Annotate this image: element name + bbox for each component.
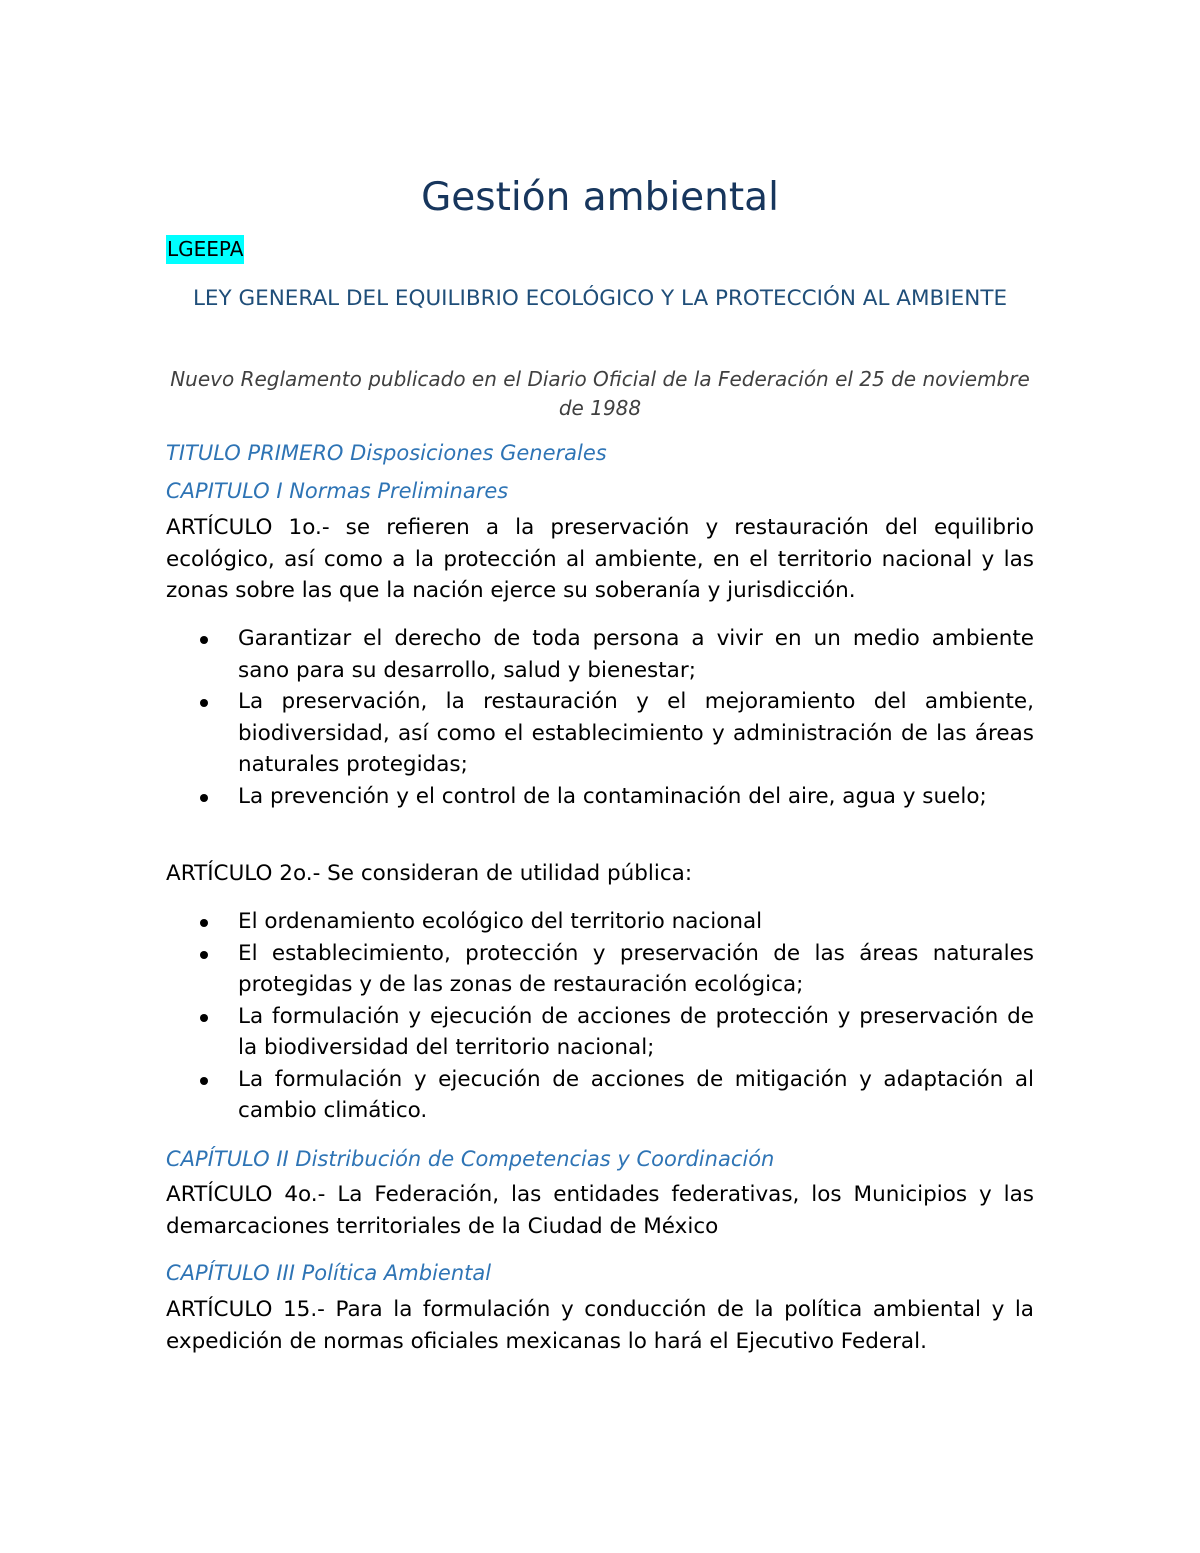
law-title: LEY GENERAL DEL EQUILIBRIO ECOLÓGICO Y LA PROTECCIÓN AL AMBIENTE	[192, 286, 1008, 311]
highlighted-acronym: LGEEPA	[166, 235, 244, 264]
list-item	[166, 1001, 1034, 1064]
list-item-text: El establecimiento, protección y preservación de las áreas naturales protegidas y de las zonas de restauración ecológica;	[238, 940, 1034, 997]
article-1-paragraph: ARTÍCULO 1o.- se refieren a la preservación y restauración del equilibrio ecológico, así como a la protección al ambiente, en el territorio nacional y las zonas sobre las que la nación ejerce su soberanía y jurisdicción.	[166, 515, 1034, 603]
list-item	[166, 1064, 1034, 1127]
article-15-paragraph: ARTÍCULO 15.- Para la formulación y conducción de la política ambiental y la expedición de normas oficiales mexicanas lo hará el Ejecutivo Federal.	[166, 1297, 1034, 1354]
list-item-text: Garantizar el derecho de toda persona a vivir en un medio ambiente sano para su desarrollo, salud y bienestar;	[238, 626, 1034, 683]
heading-capitulo-3: CAPÍTULO III Política Ambiental	[166, 1261, 492, 1285]
document-title: Gestión ambiental	[421, 175, 779, 220]
list-item-text: El ordenamiento ecológico del territorio nacional	[238, 909, 763, 934]
article-1-list	[166, 623, 1034, 812]
publication-subtitle: Nuevo Reglamento publicado en el Diario Oficial de la Federación el 25 de noviembre de 1988	[170, 367, 1030, 420]
bullet-icon	[200, 636, 208, 644]
list-item-text: La preservación, la restauración y el mejoramiento del ambiente, biodiversidad, así como el establecimiento y administración de las áreas naturales protegidas;	[238, 689, 1034, 777]
bullet-icon	[200, 951, 208, 959]
list-item	[166, 938, 1034, 1001]
heading-capitulo-1: CAPITULO I Normas Preliminares	[166, 479, 509, 503]
list-item-text: La prevención y el control de la contaminación del aire, agua y suelo;	[238, 783, 987, 809]
list-item	[166, 623, 1034, 686]
article-4-paragraph: ARTÍCULO 4o.- La Federación, las entidades federativas, los Municipios y las demarcaciones territoriales de la Ciudad de México	[166, 1182, 1034, 1239]
list-item	[166, 781, 1034, 813]
article-2-paragraph: ARTÍCULO 2o.- Se consideran de utilidad pública:	[166, 861, 693, 886]
bullet-icon	[200, 1077, 208, 1085]
bullet-icon	[200, 1014, 208, 1022]
list-item-text: La formulación y ejecución de acciones de mitigación y adaptación al cambio climático.	[238, 1066, 1034, 1123]
heading-capitulo-2: CAPÍTULO II Distribución de Competencias y Coordinación	[166, 1147, 775, 1171]
bullet-icon	[200, 794, 208, 802]
heading-titulo-primero: TITULO PRIMERO Disposiciones Generales	[166, 441, 607, 465]
list-item	[166, 906, 1034, 938]
list-item	[166, 686, 1034, 781]
bullet-icon	[200, 699, 208, 707]
article-2-list	[166, 906, 1034, 1127]
list-item-text: La formulación y ejecución de acciones de protección y preservación de la biodiversidad del territorio nacional;	[238, 1003, 1034, 1060]
bullet-icon	[200, 919, 208, 927]
